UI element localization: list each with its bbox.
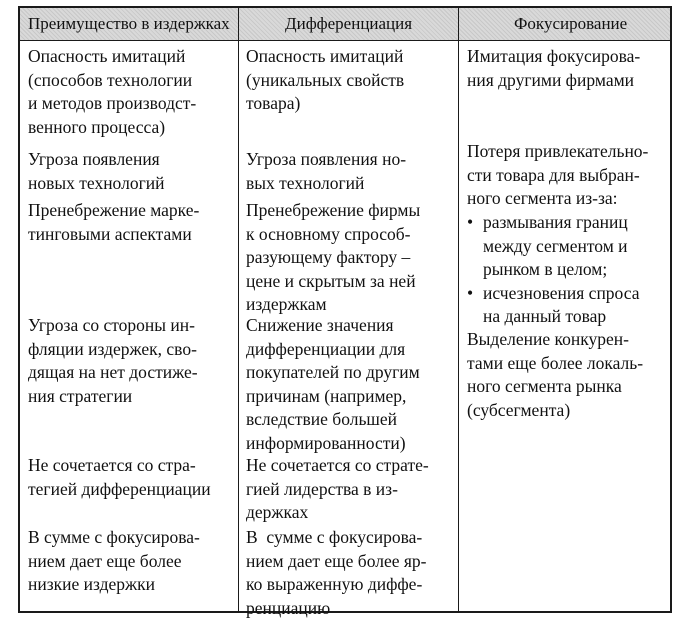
column-divider-1: [238, 8, 239, 611]
cost-focus-combination: В сумме с фокусирова- нием дает еще более низкие издержки: [28, 527, 200, 594]
focus-loss-reasons-list: [467, 211, 640, 329]
diff-price-neglect: Пренебрежение фирмы к основному спрособ- разующему фактору – цене и скрытым за ней издержкам: [246, 200, 421, 314]
strategy-risks-table: [18, 6, 672, 618]
focus-imitation: Имитация фокусирова- ния другими фирмами: [467, 46, 641, 90]
focus-loss-reason-demand: • исчезновения спроса на данный товар: [467, 282, 640, 329]
cost-inflation-threat: Угроза со стороны ин- фляции издержек, сво- дящая на нет достиже- ния стратегии: [28, 315, 198, 406]
diff-incompatibility: Не сочетается со страте- гией лидерства в из- держках: [246, 455, 429, 522]
column-divider-2: [458, 8, 459, 611]
diff-imitation-risk: Опасность имитаций (уникальных свойств товара): [246, 46, 405, 113]
table-header-row: [20, 8, 670, 41]
header-focus: Фокусирование: [514, 14, 628, 33]
diff-focus-combination: В сумме с фокусирова- нием дает еще более яр- ко выраженную диффе- ренциацию: [246, 527, 427, 618]
diff-new-technology-threat: Угроза появления но- вых технологий: [246, 149, 407, 193]
diff-value-decline: Снижение значения дифференциации для покупателей по другим причинам (например, вследствие большей информированности): [246, 315, 420, 453]
focus-loss-reason-boundaries: • размывания границ между сегментом и рынком в целом;: [467, 211, 640, 282]
cost-imitation-risk: Опасность имитаций (способов технологии и методов производст- венного процесса): [28, 46, 197, 137]
cost-marketing-neglect: Пренебрежение марке- тинговыми аспектами: [28, 200, 200, 244]
focus-attractiveness-loss: Потеря привлекательно- сти товара для выбран- ного сегмента из-за:: [467, 141, 649, 208]
header-cost-leadership: Преимущество в издержках: [28, 14, 230, 33]
cost-new-technology-threat: Угроза появления новых технологий: [28, 149, 165, 193]
cost-incompatibility: Не сочетается со стра- тегией дифференциации: [28, 455, 211, 499]
focus-subsegment: Выделение конкурен- тами еще более локаль- ного сегмента рынка (субсегмента): [467, 329, 644, 420]
header-differentiation: Дифференциация: [285, 14, 413, 33]
